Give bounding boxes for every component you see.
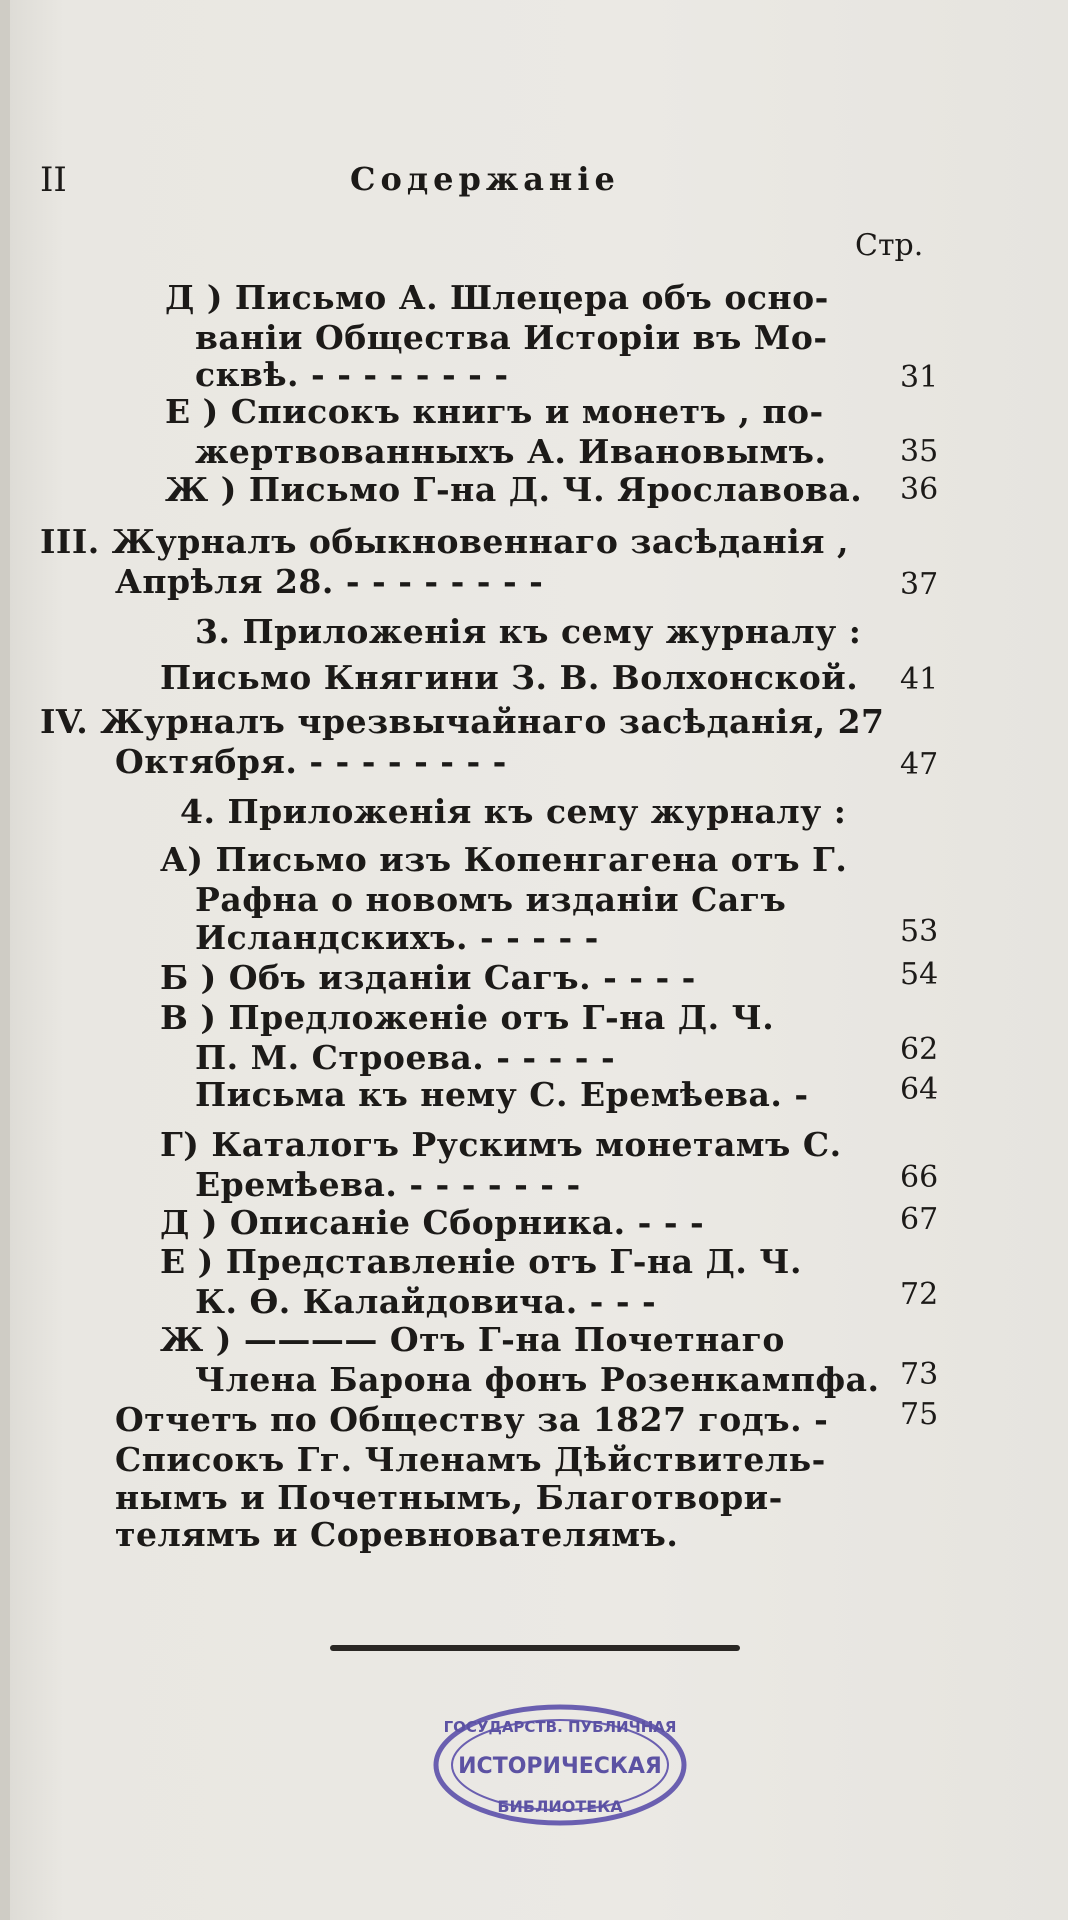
toc-line: сквѣ. - - - - - - - - [195,355,509,394]
page-edge [0,0,10,1920]
page-column-label: Стр. [855,228,924,263]
toc-line: 3. Приложенія къ сему журналу : [195,612,862,651]
toc-page: 73 [900,1357,939,1392]
toc-page: 62 [900,1032,939,1067]
stamp-line-2: ИСТОРИЧЕСКАЯ [458,1754,662,1779]
toc-page: 47 [900,747,939,782]
toc-line: Рафна о новомъ изданіи Сагъ [195,880,787,919]
toc-line: Апрѣля 28. - - - - - - - - [115,562,544,601]
toc-page: 54 [900,957,939,992]
toc-line: телямъ и Соревнователямъ. [115,1515,679,1554]
toc-line: Д ) Письмо А. Шлецера объ осно- [165,278,829,317]
toc-line: Е ) Списокъ книгъ и монетъ , по- [165,392,824,431]
end-rule [330,1645,740,1651]
toc-line: нымъ и Почетнымъ, Благотвори- [115,1478,783,1517]
toc-line: Д ) Описаніе Сборника. - - - [160,1203,705,1242]
toc-line: Ж ) Письмо Г-на Д. Ч. Ярославова. [165,470,863,509]
toc-line: В ) Предложеніе отъ Г-на Д. Ч. [160,998,775,1037]
toc-line: Списокъ Гг. Членамъ Дѣйствитель- [115,1440,826,1479]
library-stamp [430,1700,690,1830]
toc-line: 4. Приложенія къ сему журналу : [180,792,847,831]
toc-line: IV. Журналъ чрезвычайнаго засѣданія, 27 [40,702,885,741]
page-title: Содержаніе [350,160,620,198]
page-number: II [40,160,67,200]
toc-page: 36 [900,472,939,507]
toc-page: 35 [900,434,939,469]
toc-page: 37 [900,567,939,602]
toc-line: Исландскихъ. - - - - - [195,918,599,957]
toc-line: Октября. - - - - - - - - [115,742,507,781]
toc-line: П. М. Строева. - - - - - [195,1038,616,1077]
toc-line: Еремѣева. - - - - - - - [195,1165,581,1204]
toc-page: 53 [900,914,939,949]
toc-line: Б ) Объ изданіи Сагъ. - - - - [160,958,696,997]
toc-line: III. Журналъ обыкновеннаго засѣданія , [40,522,849,561]
toc-page: 64 [900,1072,939,1107]
toc-line: Письма къ нему С. Еремѣева. - [195,1075,809,1114]
toc-line: Отчетъ по Обществу за 1827 годъ. - [115,1400,829,1439]
stamp-line-1: ГОСУДАРСТВ. ПУБЛИЧНАЯ [443,1718,677,1736]
toc-line: Ж ) ———— Отъ Г-на Почетнаго [160,1320,785,1359]
toc-line: Г) Каталогъ Рускимъ монетамъ С. [160,1125,842,1164]
toc-page: 72 [900,1277,939,1312]
toc-line: А) Письмо изъ Копенгагена отъ Г. [160,840,848,879]
toc-line: жертвованныхъ А. Ивановымъ. [195,432,827,471]
toc-line: Е ) Представленіе отъ Г-на Д. Ч. [160,1242,802,1281]
toc-page: 75 [900,1397,939,1432]
stamp-line-3: БИБЛИОТЕКА [497,1797,623,1816]
toc-page: 41 [900,662,939,697]
toc-page: 66 [900,1160,939,1195]
toc-line: Письмо Княгини З. В. Волхонской. [160,658,859,697]
toc-page: 67 [900,1202,939,1237]
toc-line: Члена Барона фонъ Розенкампфа. [195,1360,880,1399]
toc-line: К. Ѳ. Калайдовича. - - - [195,1282,657,1321]
toc-page: 31 [900,360,939,395]
toc-line: ваніи Общества Исторіи въ Мо- [195,318,828,357]
